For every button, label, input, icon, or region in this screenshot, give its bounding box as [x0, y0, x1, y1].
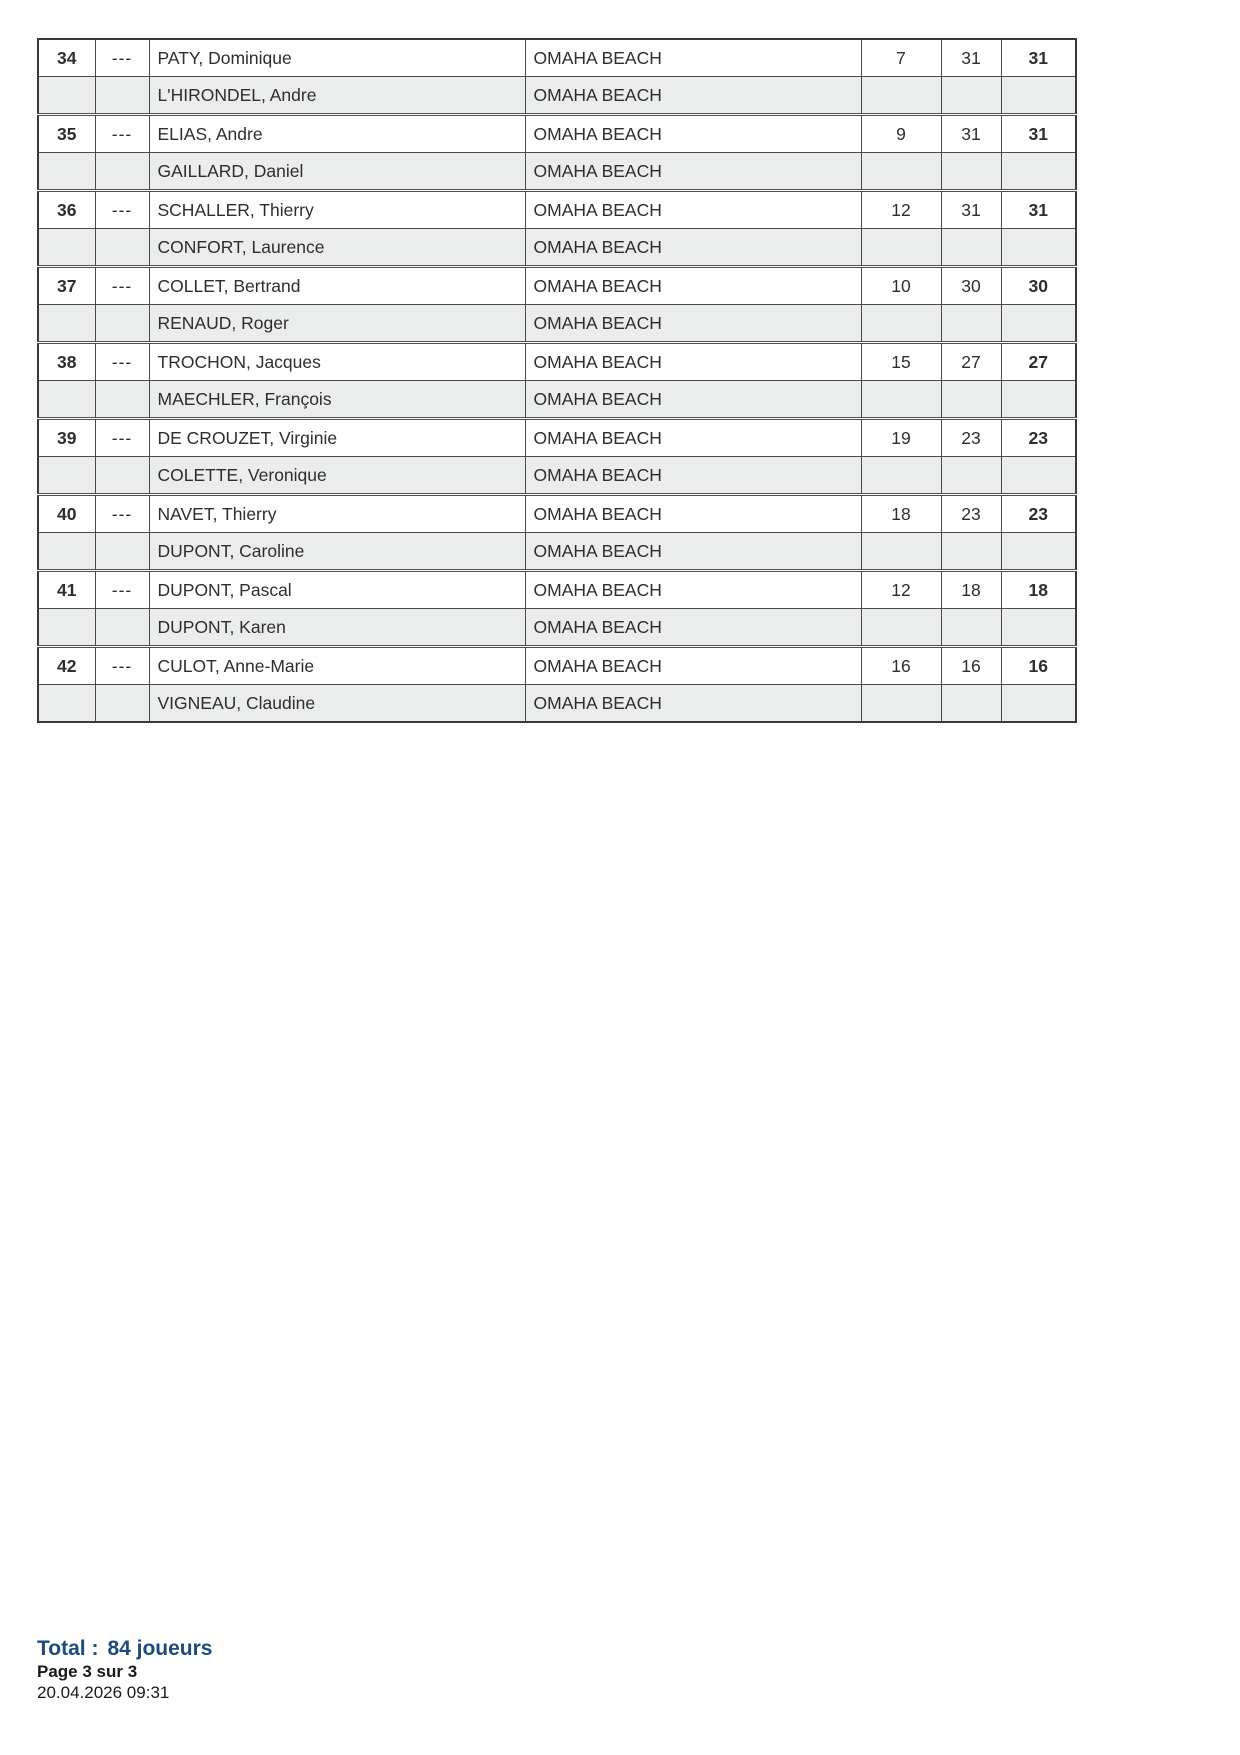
player1-name-cell: COLLET, Bertrand — [149, 267, 525, 305]
total-score-cell-empty — [1001, 533, 1076, 571]
rank-cell: 42 — [38, 647, 95, 685]
total-score-cell: 16 — [1001, 647, 1076, 685]
player1-name-cell: CULOT, Anne-Marie — [149, 647, 525, 685]
total-value: 84 joueurs — [107, 1637, 213, 1660]
total-score-cell: 31 — [1001, 191, 1076, 229]
score2-cell: 30 — [941, 267, 1001, 305]
trend-cell: --- — [95, 191, 149, 229]
score2-cell: 31 — [941, 39, 1001, 77]
pair-row-primary — [38, 495, 1076, 533]
trend-cell-empty — [95, 457, 149, 495]
player2-club-cell: OMAHA BEACH — [525, 229, 861, 267]
score1-cell-empty — [861, 229, 941, 267]
rank-cell-empty — [38, 229, 95, 267]
score1-cell-empty — [861, 305, 941, 343]
rank-cell-empty — [38, 153, 95, 191]
total-score-cell: 23 — [1001, 419, 1076, 457]
pair-block — [38, 647, 1076, 723]
player2-club-cell: OMAHA BEACH — [525, 685, 861, 723]
player1-name-cell: ELIAS, Andre — [149, 115, 525, 153]
score2-cell: 27 — [941, 343, 1001, 381]
score1-cell-empty — [861, 153, 941, 191]
total-score-cell-empty — [1001, 153, 1076, 191]
trend-cell-empty — [95, 685, 149, 723]
score1-cell-empty — [861, 77, 941, 115]
player2-club-cell: OMAHA BEACH — [525, 305, 861, 343]
trend-cell-empty — [95, 77, 149, 115]
pair-block — [38, 571, 1076, 647]
pair-block — [38, 267, 1076, 343]
rank-cell: 40 — [38, 495, 95, 533]
rank-cell: 39 — [38, 419, 95, 457]
total-score-cell: 23 — [1001, 495, 1076, 533]
player2-club-cell: OMAHA BEACH — [525, 609, 861, 647]
player2-name-cell: VIGNEAU, Claudine — [149, 685, 525, 723]
player1-name-cell: DUPONT, Pascal — [149, 571, 525, 609]
player1-name-cell: SCHALLER, Thierry — [149, 191, 525, 229]
player2-name-cell: GAILLARD, Daniel — [149, 153, 525, 191]
player1-club-cell: OMAHA BEACH — [525, 191, 861, 229]
total-score-cell-empty — [1001, 229, 1076, 267]
score1-cell-empty — [861, 457, 941, 495]
page-number: Page 3 sur 3 — [37, 1662, 138, 1681]
pair-row-primary — [38, 267, 1076, 305]
score1-cell: 7 — [861, 39, 941, 77]
score2-cell: 31 — [941, 191, 1001, 229]
pair-block — [38, 191, 1076, 267]
rank-cell: 35 — [38, 115, 95, 153]
player2-name-cell: CONFORT, Laurence — [149, 229, 525, 267]
score1-cell-empty — [861, 685, 941, 723]
score1-cell: 16 — [861, 647, 941, 685]
score2-cell-empty — [941, 229, 1001, 267]
player2-name-cell: DUPONT, Caroline — [149, 533, 525, 571]
rank-cell: 34 — [38, 39, 95, 77]
pair-block — [38, 343, 1076, 419]
score2-cell-empty — [941, 533, 1001, 571]
pair-block — [38, 419, 1076, 495]
score2-cell-empty — [941, 305, 1001, 343]
player1-club-cell: OMAHA BEACH — [525, 343, 861, 381]
player2-club-cell: OMAHA BEACH — [525, 153, 861, 191]
player2-name-cell: COLETTE, Veronique — [149, 457, 525, 495]
player2-name-cell: L'HIRONDEL, Andre — [149, 77, 525, 115]
trend-cell: --- — [95, 571, 149, 609]
rank-cell: 41 — [38, 571, 95, 609]
rank-cell-empty — [38, 533, 95, 571]
player2-name-cell: DUPONT, Karen — [149, 609, 525, 647]
trend-cell: --- — [95, 39, 149, 77]
rank-cell-empty — [38, 77, 95, 115]
score2-cell-empty — [941, 153, 1001, 191]
player1-name-cell: PATY, Dominique — [149, 39, 525, 77]
player1-club-cell: OMAHA BEACH — [525, 39, 861, 77]
score1-cell-empty — [861, 381, 941, 419]
score2-cell: 23 — [941, 495, 1001, 533]
pair-row-secondary — [38, 533, 1076, 571]
pair-row-secondary — [38, 381, 1076, 419]
rank-cell-empty — [38, 457, 95, 495]
total-score-cell-empty — [1001, 381, 1076, 419]
player1-club-cell: OMAHA BEACH — [525, 495, 861, 533]
page-footer — [37, 1636, 212, 1703]
score2-cell: 31 — [941, 115, 1001, 153]
trend-cell-empty — [95, 533, 149, 571]
total-players-line — [37, 1636, 212, 1661]
trend-cell: --- — [95, 267, 149, 305]
pair-block — [38, 39, 1076, 115]
pair-row-primary — [38, 191, 1076, 229]
score1-cell: 10 — [861, 267, 941, 305]
rank-cell-empty — [38, 381, 95, 419]
score2-cell-empty — [941, 77, 1001, 115]
player2-club-cell: OMAHA BEACH — [525, 533, 861, 571]
total-score-cell-empty — [1001, 685, 1076, 723]
player1-club-cell: OMAHA BEACH — [525, 267, 861, 305]
total-score-cell-empty — [1001, 77, 1076, 115]
total-score-cell: 18 — [1001, 571, 1076, 609]
total-score-cell: 30 — [1001, 267, 1076, 305]
score1-cell: 18 — [861, 495, 941, 533]
player2-club-cell: OMAHA BEACH — [525, 381, 861, 419]
trend-cell: --- — [95, 419, 149, 457]
total-label: Total : — [37, 1637, 99, 1660]
player1-club-cell: OMAHA BEACH — [525, 419, 861, 457]
score2-cell: 16 — [941, 647, 1001, 685]
trend-cell: --- — [95, 495, 149, 533]
pair-row-secondary — [38, 457, 1076, 495]
player2-club-cell: OMAHA BEACH — [525, 457, 861, 495]
pair-row-primary — [38, 115, 1076, 153]
trend-cell-empty — [95, 153, 149, 191]
trend-cell-empty — [95, 229, 149, 267]
score1-cell-empty — [861, 609, 941, 647]
results-table — [37, 38, 1077, 723]
rank-cell: 38 — [38, 343, 95, 381]
rank-cell-empty — [38, 685, 95, 723]
player1-name-cell: TROCHON, Jacques — [149, 343, 525, 381]
total-score-cell-empty — [1001, 609, 1076, 647]
pair-row-secondary — [38, 305, 1076, 343]
score1-cell: 19 — [861, 419, 941, 457]
player2-name-cell: RENAUD, Roger — [149, 305, 525, 343]
rank-cell-empty — [38, 305, 95, 343]
score1-cell: 12 — [861, 191, 941, 229]
player1-name-cell: NAVET, Thierry — [149, 495, 525, 533]
rank-cell: 37 — [38, 267, 95, 305]
player2-club-cell: OMAHA BEACH — [525, 77, 861, 115]
score1-cell: 15 — [861, 343, 941, 381]
total-score-cell: 31 — [1001, 115, 1076, 153]
pair-row-secondary — [38, 77, 1076, 115]
trend-cell: --- — [95, 343, 149, 381]
total-score-cell-empty — [1001, 305, 1076, 343]
trend-cell: --- — [95, 647, 149, 685]
score2-cell-empty — [941, 609, 1001, 647]
pair-row-secondary — [38, 609, 1076, 647]
score2-cell-empty — [941, 457, 1001, 495]
player1-club-cell: OMAHA BEACH — [525, 571, 861, 609]
pair-row-primary — [38, 39, 1076, 77]
print-datetime: 20.04.2026 09:31 — [37, 1683, 170, 1702]
pair-row-primary — [38, 343, 1076, 381]
total-score-cell-empty — [1001, 457, 1076, 495]
total-score-cell: 27 — [1001, 343, 1076, 381]
pair-row-secondary — [38, 153, 1076, 191]
trend-cell: --- — [95, 115, 149, 153]
pair-block — [38, 495, 1076, 571]
player2-name-cell: MAECHLER, François — [149, 381, 525, 419]
total-score-cell: 31 — [1001, 39, 1076, 77]
pair-row-secondary — [38, 229, 1076, 267]
player1-name-cell: DE CROUZET, Virginie — [149, 419, 525, 457]
score2-cell: 18 — [941, 571, 1001, 609]
pair-row-secondary — [38, 685, 1076, 723]
pair-row-primary — [38, 419, 1076, 457]
trend-cell-empty — [95, 305, 149, 343]
score2-cell-empty — [941, 685, 1001, 723]
score1-cell: 9 — [861, 115, 941, 153]
pair-row-primary — [38, 647, 1076, 685]
player1-club-cell: OMAHA BEACH — [525, 115, 861, 153]
score2-cell: 23 — [941, 419, 1001, 457]
trend-cell-empty — [95, 609, 149, 647]
rank-cell: 36 — [38, 191, 95, 229]
player1-club-cell: OMAHA BEACH — [525, 647, 861, 685]
pair-row-primary — [38, 571, 1076, 609]
score1-cell: 12 — [861, 571, 941, 609]
trend-cell-empty — [95, 381, 149, 419]
pair-block — [38, 115, 1076, 191]
rank-cell-empty — [38, 609, 95, 647]
score2-cell-empty — [941, 381, 1001, 419]
score1-cell-empty — [861, 533, 941, 571]
